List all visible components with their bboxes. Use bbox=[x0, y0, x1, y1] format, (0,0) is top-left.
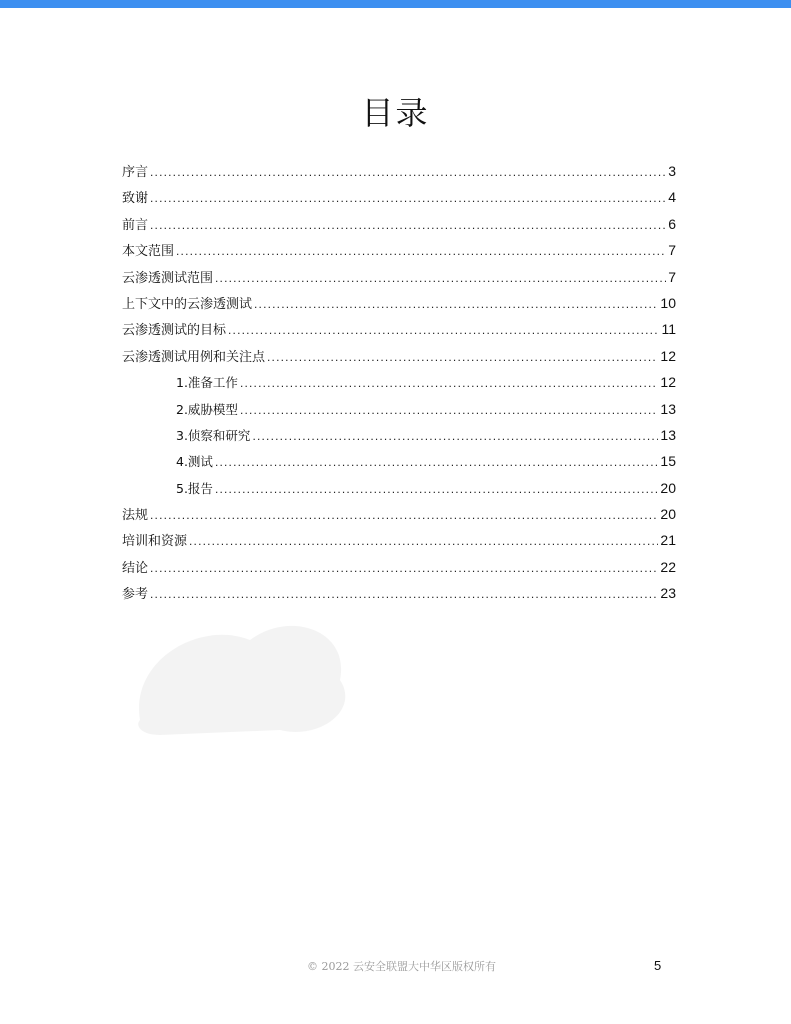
copyright-notice: © 2022 云安全联盟大中华区版权所有 bbox=[307, 960, 496, 973]
toc-entry-label: 参考 bbox=[122, 587, 149, 603]
toc-entry-page: 12 bbox=[660, 374, 676, 391]
toc-dot-leader bbox=[150, 161, 666, 183]
toc-entry-label: 本文范围 bbox=[122, 244, 175, 260]
toc-dot-leader bbox=[150, 583, 658, 605]
toc-entry[interactable] bbox=[122, 186, 676, 212]
toc-entry[interactable] bbox=[122, 292, 676, 318]
table-of-contents bbox=[122, 160, 676, 609]
toc-subentry[interactable] bbox=[122, 398, 676, 424]
toc-dot-leader bbox=[254, 293, 658, 315]
toc-entry-page: 11 bbox=[661, 321, 676, 338]
toc-entry-page: 7 bbox=[668, 242, 676, 259]
toc-entry-label: 5.报告 bbox=[176, 480, 213, 496]
toc-entry[interactable] bbox=[122, 160, 676, 186]
toc-entry-label: 结论 bbox=[122, 560, 149, 576]
toc-dot-leader bbox=[228, 319, 659, 341]
toc-entry-page: 12 bbox=[660, 347, 676, 364]
toc-entry-page: 13 bbox=[660, 426, 676, 443]
page-footer bbox=[0, 958, 791, 978]
toc-entry[interactable] bbox=[122, 582, 676, 608]
toc-entry-label: 上下文中的云渗透测试 bbox=[122, 296, 253, 312]
page-title: 目录 bbox=[361, 94, 430, 132]
toc-dot-leader bbox=[176, 240, 666, 262]
toc-entry-page: 10 bbox=[660, 294, 676, 311]
toc-entry-label: 4.测试 bbox=[176, 454, 213, 470]
toc-subentry[interactable] bbox=[122, 477, 676, 503]
toc-dot-leader bbox=[150, 504, 658, 526]
toc-entry-page: 13 bbox=[660, 400, 676, 417]
toc-entry-label: 云渗透测试范围 bbox=[122, 270, 214, 286]
toc-entry-label: 云渗透测试的目标 bbox=[122, 323, 227, 339]
toc-dot-leader bbox=[150, 214, 666, 236]
toc-dot-leader bbox=[252, 425, 658, 447]
toc-dot-leader bbox=[215, 478, 658, 500]
toc-entry-page: 20 bbox=[660, 506, 676, 523]
toc-entry[interactable] bbox=[122, 345, 676, 371]
toc-entry-label: 培训和资源 bbox=[122, 534, 188, 550]
toc-entry-page: 4 bbox=[668, 189, 676, 206]
toc-entry-page: 3 bbox=[668, 163, 676, 179]
toc-subentry[interactable] bbox=[122, 450, 676, 476]
toc-entry-page: 23 bbox=[660, 585, 676, 602]
toc-entry[interactable] bbox=[122, 239, 676, 265]
toc-entry-page: 6 bbox=[668, 215, 676, 232]
toc-entry-label: 序言 bbox=[122, 165, 149, 180]
toc-entry[interactable] bbox=[122, 556, 676, 582]
toc-entry-label: 1.准备工作 bbox=[176, 375, 238, 391]
toc-entry-label: 云渗透测试用例和关注点 bbox=[122, 349, 266, 365]
toc-subentry[interactable] bbox=[122, 371, 676, 397]
toc-entry[interactable] bbox=[122, 318, 676, 344]
toc-dot-leader bbox=[240, 372, 658, 394]
toc-entry-page: 22 bbox=[660, 558, 676, 575]
toc-entry[interactable] bbox=[122, 213, 676, 239]
toc-dot-leader bbox=[150, 187, 666, 209]
page-number: 5 bbox=[654, 958, 662, 973]
toc-dot-leader bbox=[215, 451, 658, 473]
toc-dot-leader bbox=[150, 557, 658, 579]
top-accent-bar bbox=[0, 0, 791, 8]
toc-entry-label: 致谢 bbox=[122, 191, 149, 207]
toc-entry-page: 21 bbox=[660, 532, 676, 549]
toc-subentry[interactable] bbox=[122, 424, 676, 450]
toc-entry-page: 20 bbox=[660, 479, 676, 496]
toc-dot-leader bbox=[267, 346, 658, 368]
watermark-logo bbox=[120, 600, 360, 750]
toc-entry[interactable] bbox=[122, 503, 676, 529]
toc-entry-page: 7 bbox=[668, 268, 676, 285]
toc-entry[interactable] bbox=[122, 529, 676, 555]
toc-dot-leader bbox=[215, 267, 666, 289]
toc-dot-leader bbox=[189, 530, 658, 552]
toc-dot-leader bbox=[240, 399, 658, 421]
toc-entry-label: 2.威胁模型 bbox=[176, 401, 238, 417]
toc-entry-label: 前言 bbox=[122, 217, 149, 233]
toc-entry-label: 法规 bbox=[122, 508, 149, 524]
toc-entry[interactable] bbox=[122, 266, 676, 292]
toc-entry-page: 15 bbox=[660, 453, 676, 470]
toc-entry-label: 3.侦察和研究 bbox=[176, 427, 251, 443]
